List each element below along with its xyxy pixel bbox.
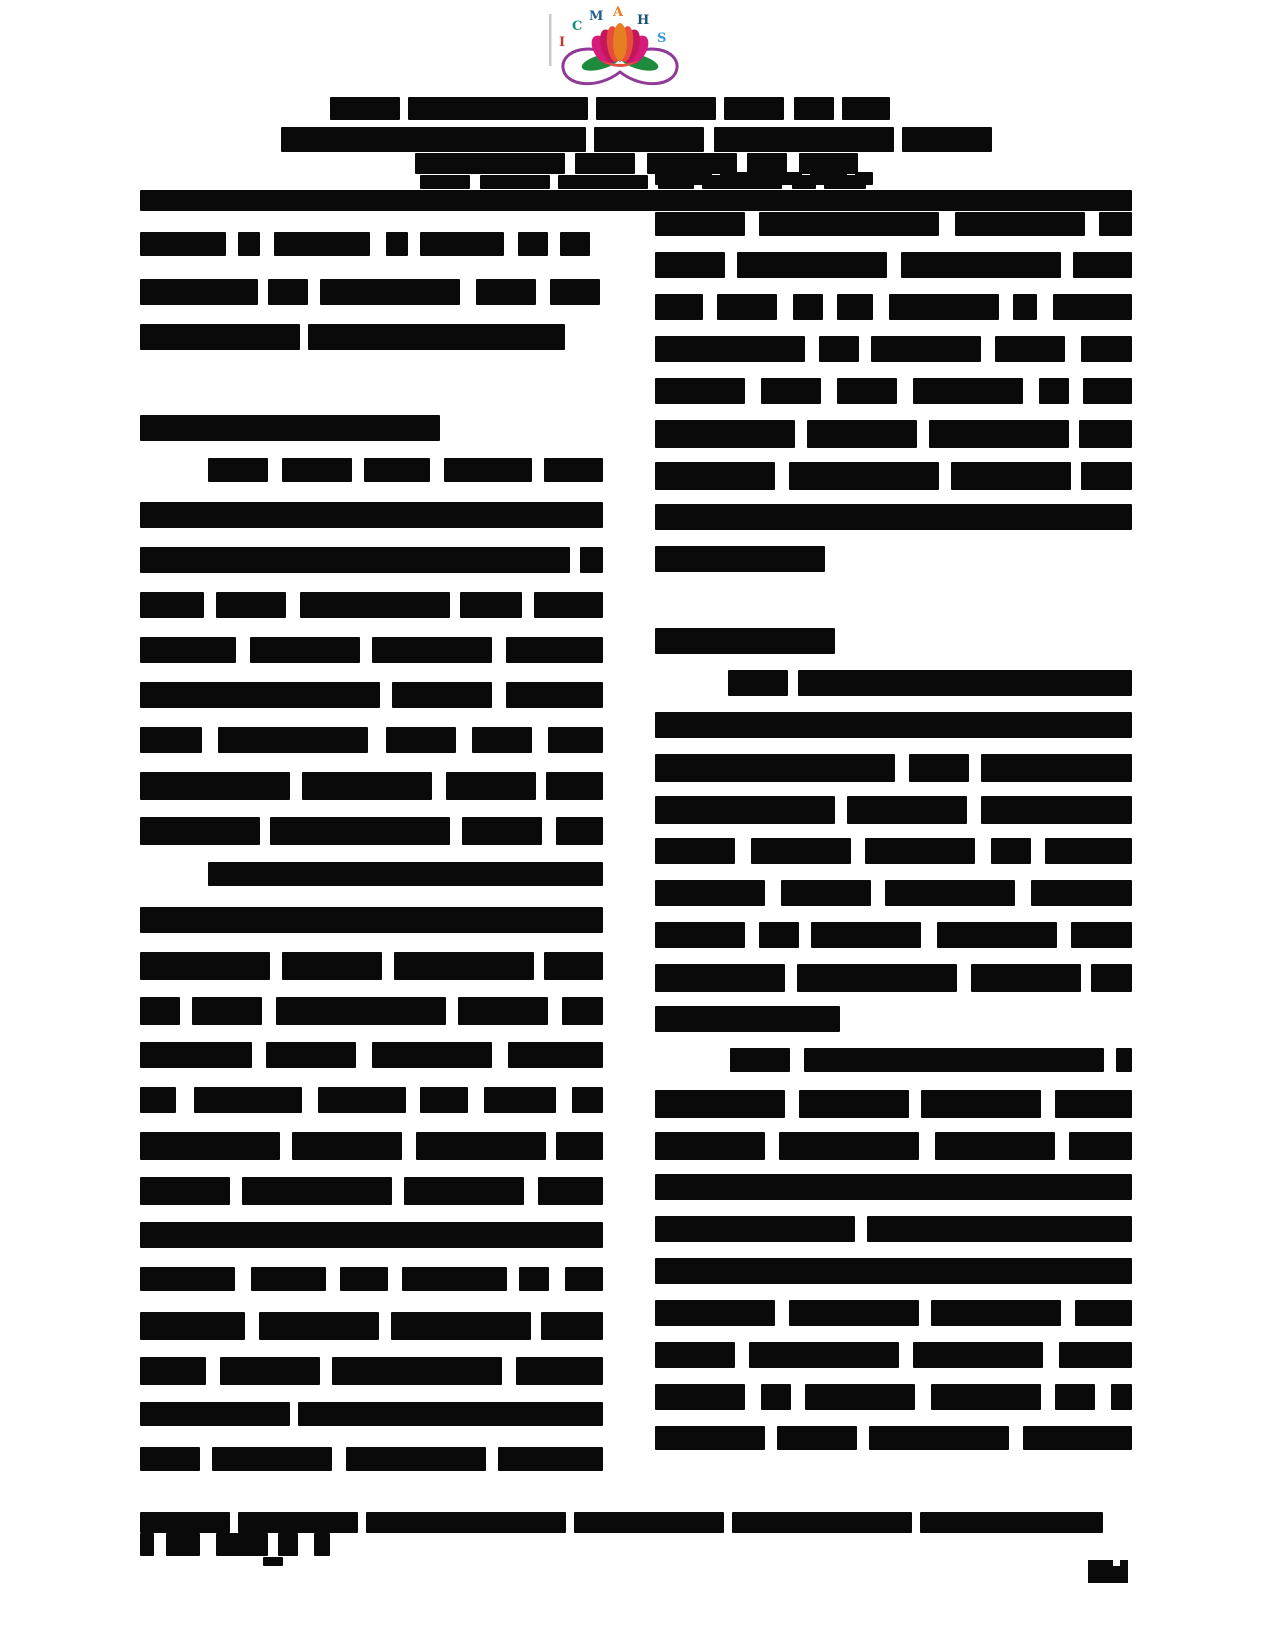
redacted-text-line <box>655 378 745 404</box>
redacted-text-line <box>572 1087 603 1113</box>
footer-citation-line1-redacted <box>140 1512 230 1533</box>
redacted-text-line <box>1069 1132 1132 1160</box>
logo-letter-s: S <box>657 31 667 46</box>
redacted-text-line <box>1081 336 1132 362</box>
redacted-text-line <box>777 1426 857 1450</box>
redacted-text-line <box>320 279 460 305</box>
redacted-text-line <box>208 458 268 482</box>
affiliation-fragment-redacted <box>810 172 847 185</box>
redacted-text-line <box>518 232 548 256</box>
redacted-text-line <box>655 462 775 490</box>
redacted-text-line <box>751 838 851 864</box>
redacted-text-line <box>655 1132 765 1160</box>
conference-title-line-redacted <box>596 97 716 120</box>
redacted-text-line <box>276 997 446 1025</box>
redacted-text-line <box>655 1384 745 1410</box>
redacted-text-line <box>402 1267 507 1291</box>
redacted-text-line <box>460 592 522 618</box>
redacted-text-line <box>1045 838 1132 864</box>
redacted-text-line <box>340 1267 388 1291</box>
footer-citation-line1-redacted <box>366 1512 566 1533</box>
redacted-text-line <box>550 279 600 305</box>
authors-line-redacted <box>575 153 635 174</box>
redacted-text-line <box>799 1090 909 1118</box>
redacted-text-line <box>981 796 1132 824</box>
footer-citation-line2-redacted <box>166 1533 200 1556</box>
redacted-text-line <box>394 952 534 980</box>
redacted-text-line <box>1055 1384 1095 1410</box>
footer-fragment-redacted <box>263 1557 283 1566</box>
redacted-text-line <box>546 772 603 800</box>
redacted-text-line <box>565 1267 603 1291</box>
redacted-text-line <box>216 592 286 618</box>
redacted-text-line <box>655 1090 785 1118</box>
redacted-text-line <box>655 964 785 992</box>
redacted-text-line <box>779 1132 919 1160</box>
redacted-text-line <box>1081 462 1132 490</box>
redacted-text-line <box>506 637 603 663</box>
redacted-text-line <box>655 546 825 572</box>
redacted-text-line <box>655 796 835 824</box>
redacted-text-line <box>140 1177 230 1205</box>
redacted-text-line <box>140 592 204 618</box>
redacted-text-line <box>318 1087 406 1113</box>
redacted-text-line <box>516 1357 603 1385</box>
redacted-text-line <box>506 682 603 708</box>
redacted-text-line <box>1091 964 1132 992</box>
redacted-text-line <box>798 670 1132 696</box>
redacted-text-line <box>140 1402 290 1426</box>
redacted-text-line <box>889 294 999 320</box>
affiliation-fragment-redacted <box>720 172 802 185</box>
redacted-text-line <box>921 1090 1041 1118</box>
redacted-text-line <box>837 378 897 404</box>
redacted-text-line <box>730 1048 790 1072</box>
authors-line-redacted <box>647 153 737 174</box>
redacted-text-line <box>140 952 270 980</box>
redacted-text-line <box>655 1300 775 1326</box>
redacted-text-line <box>807 420 917 448</box>
redacted-text-line <box>562 997 603 1025</box>
redacted-text-line <box>404 1177 524 1205</box>
affiliation-line-redacted <box>480 175 550 189</box>
redacted-text-line <box>140 324 300 350</box>
redacted-text-line <box>548 727 603 753</box>
redacted-text-line <box>867 1216 1132 1242</box>
lotus-petal <box>613 23 627 61</box>
redacted-text-line <box>909 754 969 782</box>
redacted-text-line <box>332 1357 502 1385</box>
redacted-text-line <box>346 1447 486 1471</box>
redacted-text-line <box>655 212 745 236</box>
redacted-text-line <box>805 1384 915 1410</box>
redacted-text-line <box>282 952 382 980</box>
redacted-text-line <box>655 336 805 362</box>
redacted-text-line <box>655 1426 765 1450</box>
redacted-text-line <box>804 1048 1104 1072</box>
redacted-text-line <box>541 1312 603 1340</box>
page-number-notch <box>1113 1560 1120 1566</box>
redacted-text-line <box>1039 378 1069 404</box>
redacted-text-line <box>274 232 370 256</box>
redacted-text-line <box>268 279 308 305</box>
redacted-text-line <box>1071 922 1132 948</box>
footer-citation-line1-redacted <box>238 1512 358 1533</box>
redacted-text-line <box>416 1132 546 1160</box>
redacted-text-line <box>140 279 258 305</box>
authors-line-redacted <box>415 153 565 174</box>
redacted-text-line <box>220 1357 320 1385</box>
redacted-text-line <box>140 415 440 441</box>
redacted-text-line <box>140 997 180 1025</box>
redacted-text-line <box>981 754 1132 782</box>
redacted-text-line <box>266 1042 356 1068</box>
redacted-text-line <box>472 727 532 753</box>
redacted-text-line <box>971 964 1081 992</box>
journal-logo <box>545 2 695 94</box>
redacted-text-line <box>140 817 260 845</box>
conference-title-line-redacted <box>842 97 890 120</box>
redacted-text-line <box>580 547 603 573</box>
redacted-text-line <box>955 212 1085 236</box>
redacted-text-line <box>749 1342 899 1368</box>
redacted-text-line <box>218 727 368 753</box>
redacted-text-line <box>302 772 432 800</box>
redacted-text-line <box>386 232 408 256</box>
logo-letter-c: C <box>572 19 583 34</box>
redacted-text-line <box>270 817 450 845</box>
redacted-text-line <box>140 637 236 663</box>
conference-title-line-redacted <box>724 97 784 120</box>
redacted-text-line <box>308 324 565 350</box>
redacted-text-line <box>793 294 823 320</box>
logo-side-rule <box>549 14 552 66</box>
redacted-text-line <box>655 294 703 320</box>
lotus-logo-graphic <box>545 2 695 94</box>
logo-letter-a: A <box>613 5 624 20</box>
affiliation-line-redacted <box>558 175 648 189</box>
redacted-text-line <box>1023 1426 1132 1450</box>
redacted-text-line <box>789 462 939 490</box>
redacted-text-line <box>1111 1384 1132 1410</box>
redacted-text-line <box>259 1312 379 1340</box>
redacted-text-line <box>556 817 603 845</box>
redacted-text-line <box>759 922 799 948</box>
redacted-text-line <box>1116 1048 1132 1072</box>
redacted-text-line <box>1075 1300 1132 1326</box>
redacted-text-line <box>458 997 548 1025</box>
footer-citation-line1-redacted <box>920 1512 1103 1533</box>
redacted-text-line <box>462 817 542 845</box>
redacted-text-line <box>1079 420 1132 448</box>
redacted-text-line <box>991 838 1031 864</box>
redacted-text-line <box>544 952 603 980</box>
redacted-text-line <box>282 458 352 482</box>
redacted-text-line <box>655 1258 1132 1284</box>
redacted-text-line <box>871 336 981 362</box>
redacted-text-line <box>781 880 871 906</box>
redacted-text-line <box>372 1042 492 1068</box>
redacted-text-line <box>140 1222 603 1248</box>
redacted-text-line <box>556 1132 603 1160</box>
redacted-text-line <box>251 1267 326 1291</box>
redacted-text-line <box>737 252 887 278</box>
footer-citation-line2-redacted <box>278 1533 298 1556</box>
redacted-text-line <box>655 1006 840 1032</box>
redacted-text-line <box>140 1267 235 1291</box>
redacted-text-line <box>655 712 1132 738</box>
redacted-text-line <box>655 754 895 782</box>
redacted-text-line <box>931 1300 1061 1326</box>
redacted-text-line <box>534 592 603 618</box>
redacted-text-line <box>655 922 745 948</box>
page-number <box>1088 1560 1128 1583</box>
redacted-text-line <box>420 232 504 256</box>
paper-title-line-redacted <box>714 127 894 152</box>
redacted-text-line <box>140 682 380 708</box>
redacted-text-line <box>250 637 360 663</box>
redacted-text-line <box>655 420 795 448</box>
redacted-text-line <box>484 1087 556 1113</box>
redacted-text-line <box>498 1447 603 1471</box>
redacted-text-line <box>212 1447 332 1471</box>
redacted-text-line <box>444 458 532 482</box>
redacted-text-line <box>194 1087 302 1113</box>
conference-title-line-redacted <box>408 97 588 120</box>
redacted-text-line <box>655 880 765 906</box>
redacted-text-line <box>364 458 430 482</box>
redacted-text-line <box>140 232 226 256</box>
logo-letter-m: M <box>589 9 604 24</box>
redacted-text-line <box>140 1132 280 1160</box>
redacted-text-line <box>1053 294 1132 320</box>
authors-line-redacted <box>747 153 787 174</box>
redacted-text-line <box>208 862 603 886</box>
redacted-text-line <box>935 1132 1055 1160</box>
redacted-text-line <box>819 336 859 362</box>
redacted-text-line <box>847 796 967 824</box>
redacted-text-line <box>508 1042 603 1068</box>
redacted-text-line <box>538 1177 603 1205</box>
affiliation-line-redacted <box>420 175 470 189</box>
redacted-text-line <box>728 670 788 696</box>
footer-citation-line2-redacted <box>314 1533 330 1556</box>
redacted-text-line <box>811 922 921 948</box>
redacted-text-line <box>420 1087 468 1113</box>
paper-title-line-redacted <box>902 127 992 152</box>
authors-line-redacted <box>799 153 858 174</box>
redacted-text-line <box>140 1087 176 1113</box>
redacted-text-line <box>140 727 202 753</box>
redacted-text-line <box>140 547 570 573</box>
redacted-text-line <box>140 1357 206 1385</box>
redacted-text-line <box>655 504 1132 530</box>
footer-citation-line2-redacted <box>140 1533 154 1556</box>
redacted-text-line <box>913 378 1023 404</box>
redacted-text-line <box>837 294 873 320</box>
redacted-text-line <box>1055 1090 1132 1118</box>
redacted-text-line <box>242 1177 392 1205</box>
redacted-text-line <box>655 1174 1132 1200</box>
redacted-text-line <box>901 252 1061 278</box>
logo-letter-i: I <box>559 35 566 50</box>
redacted-text-line <box>372 637 492 663</box>
redacted-text-line <box>717 294 777 320</box>
redacted-text-line <box>1099 212 1132 236</box>
redacted-text-line <box>655 1216 855 1242</box>
redacted-text-line <box>140 1312 245 1340</box>
redacted-text-line <box>913 1342 1043 1368</box>
redacted-text-line <box>560 232 590 256</box>
redacted-text-line <box>1031 880 1132 906</box>
redacted-text-line <box>865 838 975 864</box>
redacted-text-line <box>951 462 1071 490</box>
redacted-text-line <box>655 1342 735 1368</box>
redacted-text-line <box>298 1402 603 1426</box>
redacted-text-line <box>1083 378 1132 404</box>
affiliation-fragment-redacted <box>855 172 873 185</box>
redacted-text-line <box>929 420 1069 448</box>
redacted-text-line <box>1073 252 1132 278</box>
redacted-text-line <box>238 232 260 256</box>
redacted-text-line <box>761 1384 791 1410</box>
paper-title-line-redacted <box>594 127 704 152</box>
redacted-text-line <box>655 628 835 654</box>
redacted-text-line <box>1059 1342 1132 1368</box>
redacted-text-line <box>392 682 492 708</box>
redacted-text-line <box>140 772 290 800</box>
redacted-text-line <box>544 458 603 482</box>
redacted-text-line <box>885 880 1015 906</box>
conference-title-line-redacted <box>794 97 834 120</box>
redacted-text-line <box>995 336 1065 362</box>
redacted-text-line <box>519 1267 549 1291</box>
redacted-text-line <box>386 727 456 753</box>
redacted-text-line <box>140 1042 252 1068</box>
redacted-text-line <box>1013 294 1037 320</box>
redacted-text-line <box>869 1426 1009 1450</box>
redacted-text-line <box>192 997 262 1025</box>
logo-letter-h: H <box>637 13 650 28</box>
redacted-text-line <box>446 772 536 800</box>
footer-citation-line2-redacted <box>216 1533 268 1556</box>
abstract-band-redacted <box>140 190 1132 211</box>
redacted-text-line <box>292 1132 402 1160</box>
footer-citation-line1-redacted <box>732 1512 912 1533</box>
redacted-text-line <box>655 838 735 864</box>
redacted-text-line <box>931 1384 1041 1410</box>
redacted-text-line <box>797 964 957 992</box>
redacted-text-line <box>391 1312 531 1340</box>
redacted-text-line <box>140 1447 200 1471</box>
paper-title-line-redacted <box>281 127 586 152</box>
redacted-text-line <box>140 502 603 528</box>
redacted-text-line <box>140 907 603 933</box>
redacted-text-line <box>789 1300 919 1326</box>
redacted-text-line <box>300 592 450 618</box>
redacted-text-line <box>655 252 725 278</box>
redacted-text-line <box>937 922 1057 948</box>
redacted-text-line <box>759 212 939 236</box>
footer-citation-line1-redacted <box>574 1512 724 1533</box>
redacted-text-line <box>761 378 821 404</box>
conference-title-line-redacted <box>330 97 400 120</box>
redacted-text-line <box>476 279 536 305</box>
affiliation-fragment-redacted <box>655 172 712 185</box>
